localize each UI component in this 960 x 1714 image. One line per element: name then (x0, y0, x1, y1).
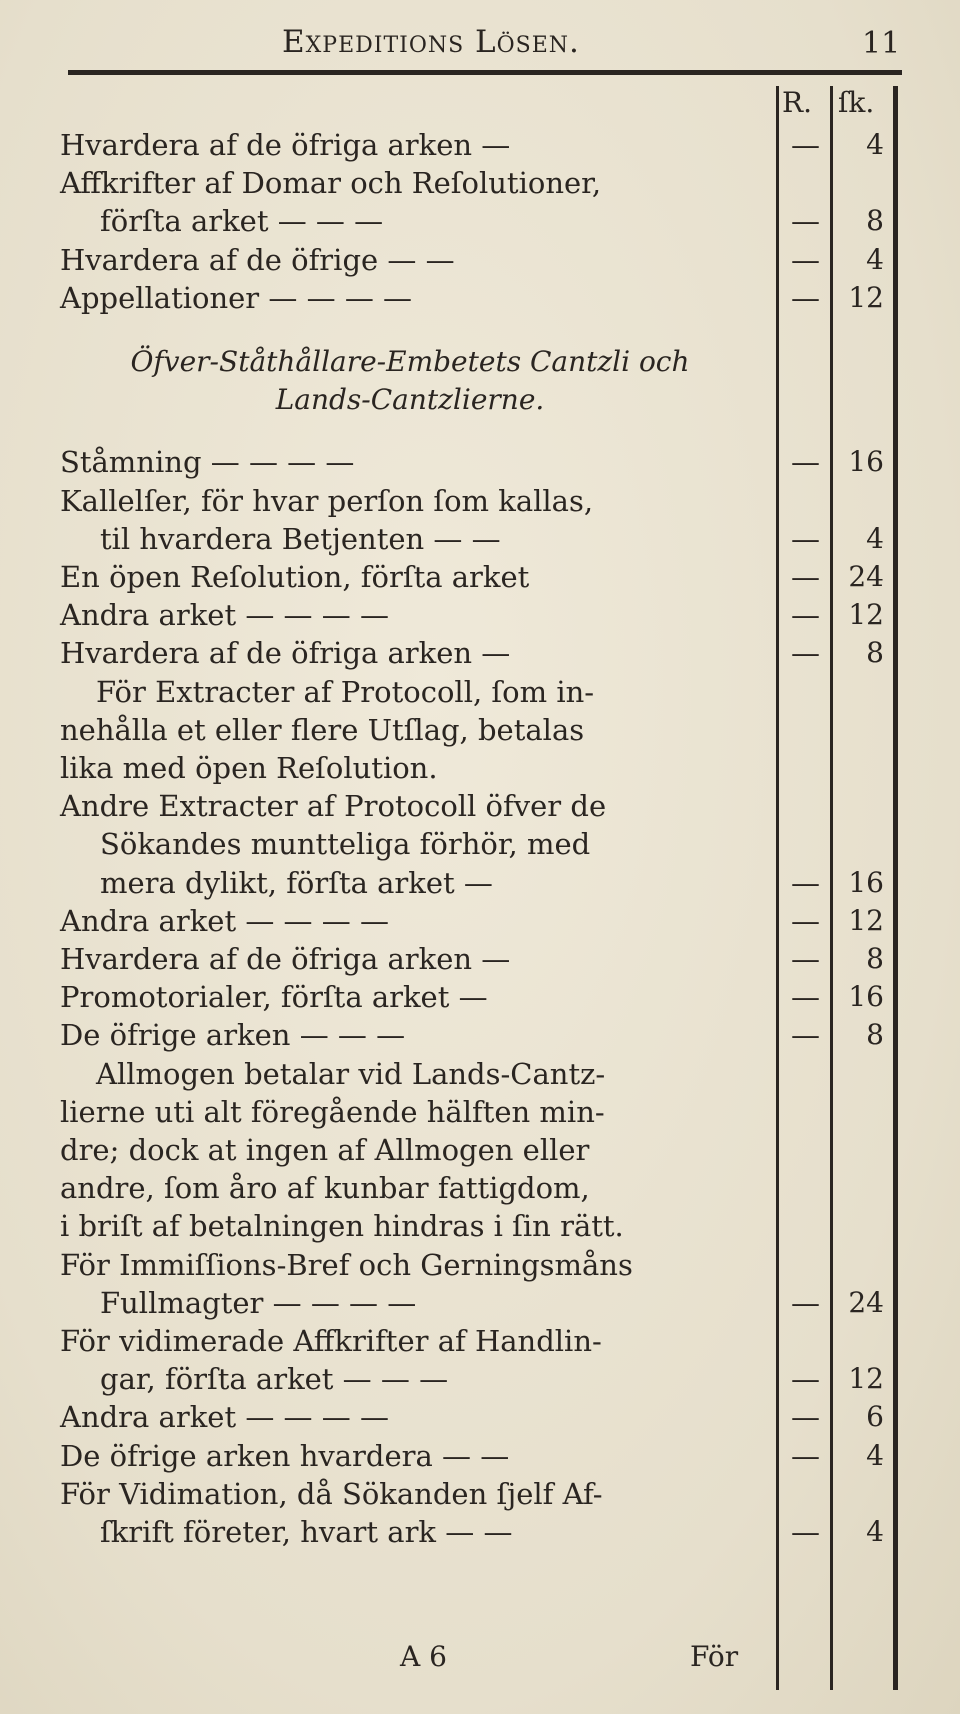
fee-description: nehålla et eller flere Utſlag, betalas (60, 712, 585, 747)
fee-description: Sökandes muntteliga förhör, med (100, 827, 591, 862)
fee-description: til hvardera Betjenten — — (100, 521, 501, 556)
fee-row (0, 827, 960, 865)
fee-description: Affkrifter af Domar och Reſolutioner, (60, 166, 602, 201)
skilling-amount: 4 (866, 1515, 884, 1548)
fee-description: gar, förſta arket — — — (100, 1362, 449, 1397)
fee-row (0, 522, 960, 560)
column-header-riksdaler: R. (782, 86, 812, 119)
riksdaler-dash: — (791, 1400, 820, 1435)
skilling-amount: 6 (866, 1400, 884, 1434)
fee-row (0, 1095, 960, 1133)
fee-row (0, 1209, 960, 1247)
fee-row (0, 1133, 960, 1171)
skilling-amount: 8 (866, 204, 884, 238)
section-heading-line: Lands-Cantzlierne. (275, 383, 545, 417)
riksdaler-dash: — (791, 980, 820, 1015)
skilling-amount: 24 (848, 560, 884, 593)
signature-mark: A 6 (400, 1640, 447, 1673)
fee-row (0, 1057, 960, 1095)
fee-row (0, 1515, 960, 1553)
fee-description: Promotorialer, förſta arket — (60, 980, 488, 1015)
skilling-amount: 12 (848, 1362, 884, 1396)
fee-description: Kallelſer, för hvar perſon ſom kallas, (60, 483, 594, 518)
fee-description: För vidimerade Affkrifter af Handlin- (60, 1324, 602, 1358)
skilling-amount: 16 (848, 865, 884, 899)
running-title: Expeditions Lösen. (282, 24, 580, 60)
fee-row (0, 1171, 960, 1209)
fee-row (0, 904, 960, 942)
fee-row (0, 243, 960, 281)
fee-description: Hvardera af de öfriga arken — (60, 636, 511, 671)
fee-description: Andra arket — — — — (60, 903, 389, 938)
header-rule (68, 70, 902, 75)
fee-description: Andra arket — — — — (60, 598, 389, 633)
fee-row (0, 128, 960, 166)
fee-row (0, 1400, 960, 1438)
fee-description: Andre Extracter af Protocoll öfver de (60, 789, 607, 824)
fee-description: Hvardera af de öfrige — — (60, 242, 455, 277)
fee-row (0, 598, 960, 636)
skilling-amount: 8 (866, 636, 884, 670)
skilling-amount: 24 (848, 1285, 884, 1319)
riksdaler-dash: — (791, 942, 820, 976)
fee-row (0, 166, 960, 204)
fee-description: förſta arket — — — (100, 204, 384, 239)
riksdaler-dash: — (791, 521, 820, 556)
skilling-amount: 4 (866, 1438, 884, 1472)
fee-row (0, 1248, 960, 1286)
fee-description: andre, ſom åro af kunbar fattigdom, (60, 1171, 590, 1206)
fee-description: För Immiſſions-Bref och Gerningsmåns (60, 1247, 633, 1282)
skilling-amount: 12 (848, 280, 884, 314)
riksdaler-dash: — (791, 128, 820, 162)
fee-row (0, 1439, 960, 1477)
fee-row (0, 866, 960, 904)
page-header (0, 14, 960, 74)
fee-description: De öfrige arken — — — (60, 1018, 406, 1053)
fee-row (0, 675, 960, 713)
fee-description: Appellationer — — — — (60, 280, 413, 315)
fee-row (0, 1324, 960, 1362)
skilling-amount: 16 (848, 980, 884, 1014)
fee-row (0, 204, 960, 242)
riksdaler-dash: — (791, 1515, 820, 1549)
fee-row (0, 751, 960, 789)
fee-description: Andra arket — — — — (60, 1400, 389, 1435)
skilling-amount: 12 (848, 903, 884, 937)
fee-row (0, 1286, 960, 1324)
fee-row (0, 560, 960, 598)
fee-row (0, 445, 960, 483)
fee-description: För Vidimation, då Sökanden ſjelf Af- (60, 1476, 603, 1511)
skilling-amount: 8 (866, 1018, 884, 1052)
skilling-amount: 4 (866, 242, 884, 276)
column-header-skilling: ſk. (838, 86, 875, 119)
fee-row (0, 789, 960, 827)
fee-description: Fullmagter — — — — (100, 1285, 417, 1320)
fee-row (0, 1362, 960, 1400)
riksdaler-dash: — (791, 636, 820, 671)
riksdaler-dash: — (791, 1362, 820, 1397)
skilling-amount: 4 (866, 521, 884, 555)
page-footer (0, 1640, 960, 1680)
fee-description: En öpen Reſolution, förſta arket (60, 560, 530, 594)
fee-row (0, 484, 960, 522)
fee-description: i briſt af betalningen hindras i ſin rätt. (60, 1209, 624, 1244)
fee-row (0, 281, 960, 319)
fee-row (0, 980, 960, 1018)
fee-description: mera dylikt, förſta arket — (100, 865, 493, 900)
fee-description: Hvardera af de öfriga arken — (60, 942, 511, 976)
catchword: För (690, 1640, 739, 1673)
fee-description: Hvardera af de öfriga arken — (60, 128, 511, 162)
skilling-amount: 4 (866, 128, 884, 161)
fee-row (0, 1018, 960, 1056)
riksdaler-dash: — (791, 865, 820, 900)
fee-description: ſkrift företer, hvart ark — — (100, 1515, 513, 1549)
fee-description: De öfrige arken hvardera — — (60, 1438, 510, 1473)
fee-description: lika med öpen Reſolution. (60, 751, 438, 785)
riksdaler-dash: — (791, 560, 820, 594)
fee-description: Ståmning — — — — (60, 445, 355, 480)
fee-row (0, 636, 960, 674)
riksdaler-dash: — (791, 242, 820, 277)
fee-row (0, 942, 960, 980)
skilling-amount: 8 (866, 942, 884, 975)
fee-description: Allmogen betalar vid Lands-Cantz- (96, 1056, 606, 1091)
skilling-amount: 16 (848, 445, 884, 479)
fee-row (0, 713, 960, 751)
section-heading-line: Öfver-Ståthållare-Embetets Cantzli och (130, 345, 690, 378)
riksdaler-dash: — (791, 204, 820, 239)
fee-description: För Extracter af Protocoll, ſom in- (96, 674, 595, 709)
fee-row (0, 1477, 960, 1515)
fee-description: dre; dock at ingen af Allmogen eller (60, 1133, 590, 1167)
riksdaler-dash: — (791, 1285, 820, 1320)
riksdaler-dash: — (791, 445, 820, 480)
riksdaler-dash: — (791, 1438, 820, 1473)
page-number: 11 (862, 26, 901, 61)
fee-description: lierne uti alt föregående hälften min- (60, 1094, 605, 1129)
skilling-amount: 12 (848, 598, 884, 632)
riksdaler-dash: — (791, 903, 820, 938)
riksdaler-dash: — (791, 1018, 820, 1053)
riksdaler-dash: — (791, 280, 820, 315)
riksdaler-dash: — (791, 598, 820, 633)
